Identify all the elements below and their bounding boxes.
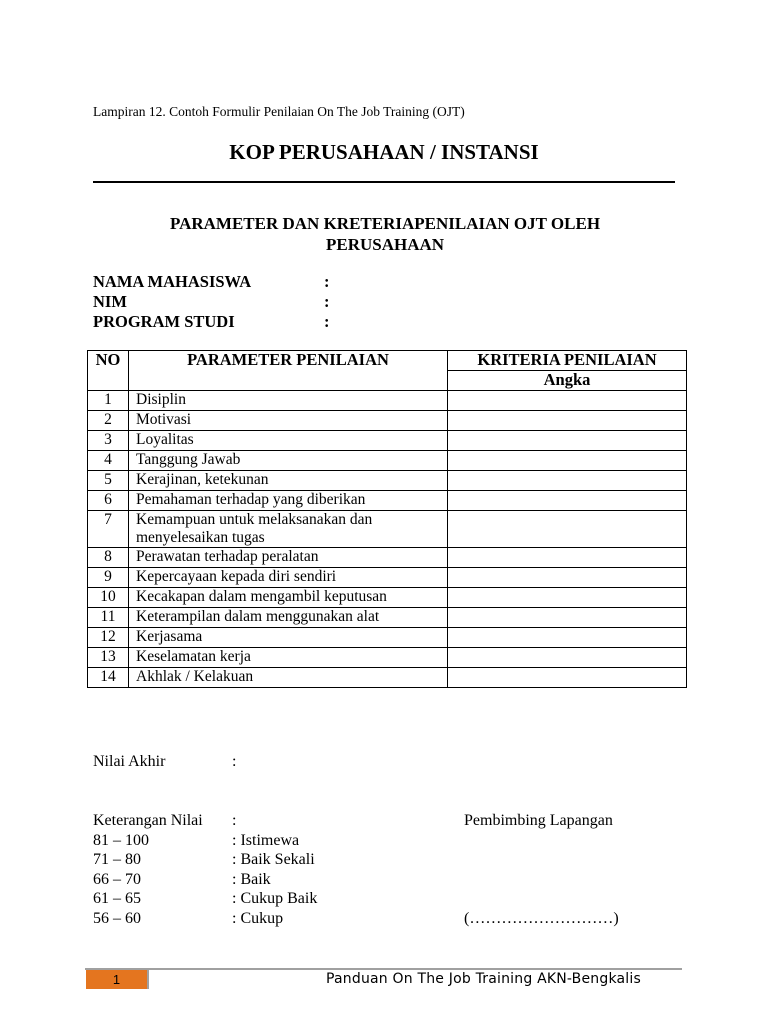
grade-description: : Istimewa [232,832,300,849]
keterangan-label: Keterangan Nilai [93,812,203,829]
grade-description: : Cukup Baik [232,890,318,907]
footer-title: Panduan On The Job Training AKN-Bengkalis [326,971,641,987]
row-parameter-line-1: Kemampuan untuk melaksanakan dan [136,511,373,528]
row-number: 14 [88,668,129,688]
row-score-cell[interactable] [448,491,687,511]
row-number: 4 [88,451,129,471]
grade-range: 61 – 65 [93,890,141,907]
header-no: NO [88,351,129,391]
row-parameter: Motivasi [129,411,448,431]
grade-range: 71 – 80 [93,851,141,868]
table-row [88,491,687,511]
signature-line: (………………………) [464,910,619,927]
row-parameter: Pemahaman terhadap yang diberikan [129,491,448,511]
row-score-cell[interactable] [448,391,687,411]
page-number-edge [147,970,149,989]
row-parameter: Tanggung Jawab [129,451,448,471]
grade-range: 66 – 70 [93,871,141,888]
field-label-nim: NIM [93,292,127,311]
row-number: 13 [88,648,129,668]
row-number: 1 [88,391,129,411]
field-colon: : [324,312,330,331]
grade-description: : Baik [232,871,271,888]
field-nama-mahasiswa [93,272,330,292]
table-row [88,511,687,548]
table-row [88,391,687,411]
assessment-table [87,350,687,688]
grade-range: 56 – 60 [93,910,141,927]
row-number: 11 [88,608,129,628]
page-number: 1 [86,970,147,989]
row-number: 2 [88,411,129,431]
table-row [88,668,687,688]
keterangan-colon: : [232,812,237,829]
table-row [88,648,687,668]
field-nim [93,292,330,312]
row-number: 5 [88,471,129,491]
row-number: 9 [88,568,129,588]
row-score-cell[interactable] [448,411,687,431]
row-number: 10 [88,588,129,608]
row-number: 12 [88,628,129,648]
row-parameter [129,511,448,548]
row-parameter: Kerajinan, ketekunan [129,471,448,491]
row-parameter: Perawatan terhadap peralatan [129,548,448,568]
header-criteria: KRITERIA PENILAIAN [448,351,687,371]
row-parameter: Kerjasama [129,628,448,648]
field-colon: : [324,292,330,311]
row-parameter: Kecakapan dalam mengambil keputusan [129,588,448,608]
table-row [88,451,687,471]
table-row [88,628,687,648]
form-title [140,213,630,255]
row-score-cell[interactable] [448,431,687,451]
letterhead-title: KOP PERUSAHAAN / INSTANSI [229,140,539,164]
nilai-akhir-label: Nilai Akhir [93,753,166,770]
grade-description: : Cukup [232,910,284,927]
form-title-line-1: PARAMETER DAN KRETERIAPENILAIAN OJT OLEH [169,214,601,233]
row-parameter: Keselamatan kerja [129,648,448,668]
table-row [88,568,687,588]
row-score-cell[interactable] [448,668,687,688]
field-label-program: PROGRAM STUDI [93,312,235,331]
field-colon: : [324,272,330,291]
row-number: 6 [88,491,129,511]
row-score-cell[interactable] [448,451,687,471]
row-score-cell[interactable] [448,608,687,628]
row-score-cell[interactable] [448,628,687,648]
row-number: 7 [88,511,129,548]
row-score-cell[interactable] [448,471,687,491]
row-parameter: Disiplin [129,391,448,411]
grade-description: : Baik Sekali [232,851,315,868]
letterhead-divider [93,181,675,183]
row-number: 3 [88,431,129,451]
table-row [88,548,687,568]
row-score-cell[interactable] [448,511,687,548]
header-parameter: PARAMETER PENILAIAN [129,351,448,391]
nilai-akhir-colon: : [232,753,237,770]
table-row [88,431,687,451]
row-parameter: Keterampilan dalam menggunakan alat [129,608,448,628]
footer-divider [85,968,682,970]
header-angka: Angka [448,371,687,391]
row-score-cell[interactable] [448,588,687,608]
row-number: 8 [88,548,129,568]
pembimbing-label: Pembimbing Lapangan [464,812,613,829]
row-parameter: Kepercayaan kepada diri sendiri [129,568,448,588]
form-title-line-2: PERUSAHAAN [325,235,445,254]
row-parameter: Akhlak / Kelakuan [129,668,448,688]
table-row [88,588,687,608]
table-row [88,608,687,628]
row-parameter: Loyalitas [129,431,448,451]
appendix-caption: Lampiran 12. Contoh Formulir Penilaian On The Job Training (OJT) [93,104,465,119]
row-parameter-line-2: menyelesaikan tugas [136,529,265,546]
table-row [88,471,687,491]
grade-range: 81 – 100 [93,832,149,849]
table-row [88,411,687,431]
row-score-cell[interactable] [448,548,687,568]
field-program-studi [93,312,330,332]
row-score-cell[interactable] [448,568,687,588]
field-label-nama: NAMA MAHASISWA [93,272,252,291]
row-score-cell[interactable] [448,648,687,668]
